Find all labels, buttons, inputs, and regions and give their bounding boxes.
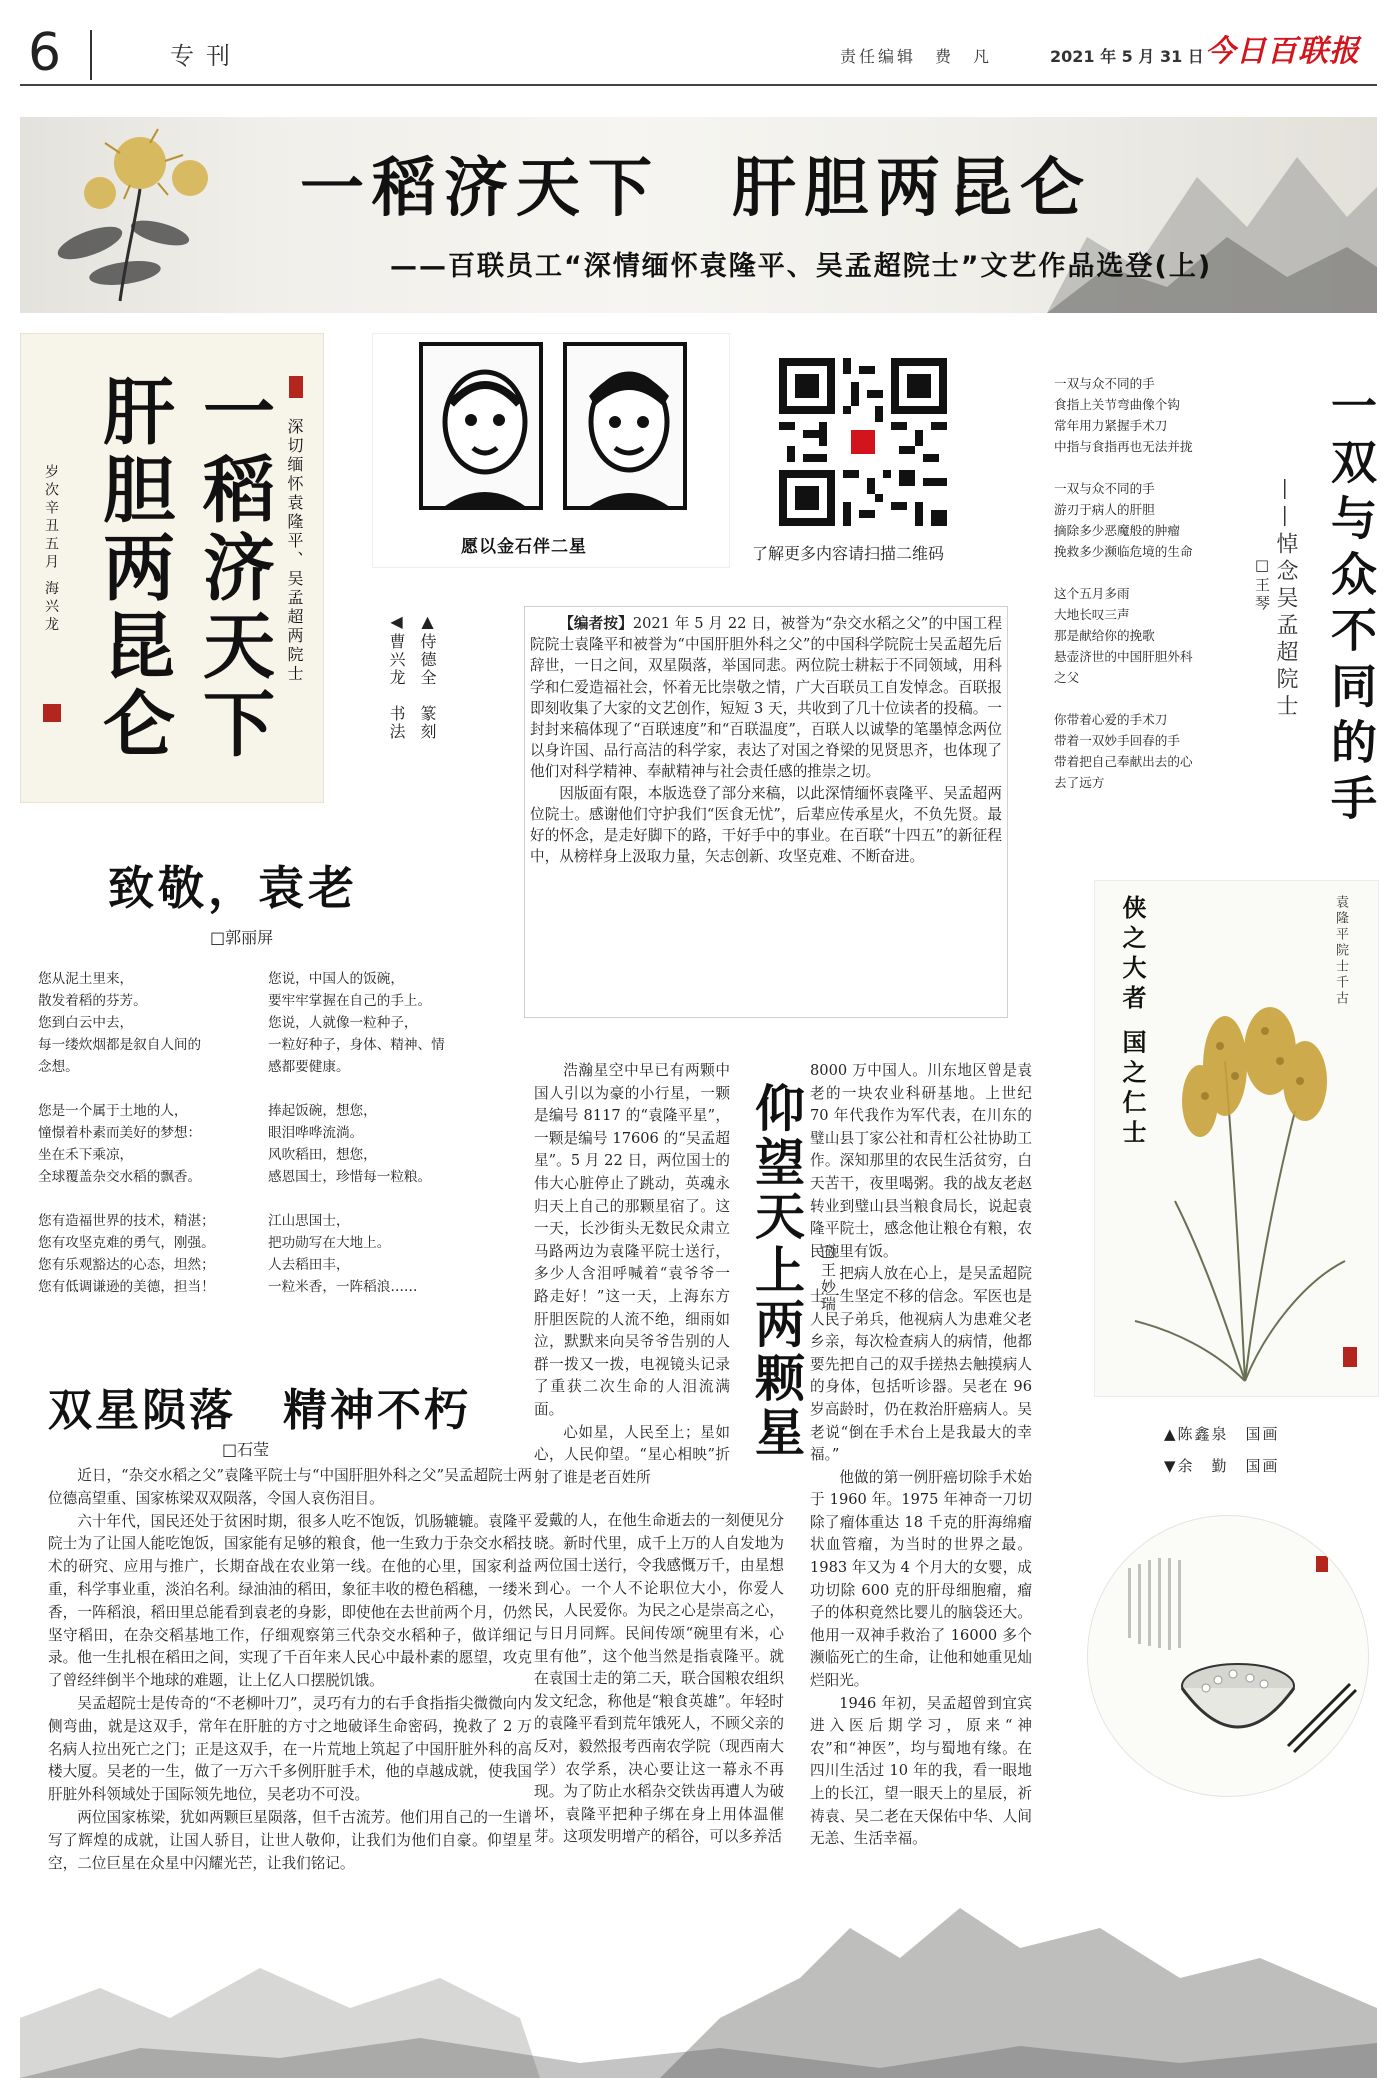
- tribute-author: □郭丽屏: [210, 928, 274, 947]
- calligraphy-right-column: 一稻济天下: [191, 374, 276, 764]
- painting-caption: ▼余 勤 国画: [1164, 1457, 1280, 1475]
- poem-stanza: [1054, 478, 1254, 562]
- poem-line: 全球覆盖杂交水稻的飘香。: [38, 1169, 202, 1185]
- issue-date: 2021 年 5 月 31 日: [1050, 47, 1204, 66]
- poem-line: 挽救多少濒临危境的生命: [1054, 544, 1193, 559]
- article-paragraph: 六十年代，国民还处于贫困时期，很多人吃不饱饭，饥肠辘辘。袁隆平院士为了让国人能吃饱饭，国家能有足够的粮食，他一生致力于杂交水稻技术的研究、应用与推广，长期奋战在农业第一线。在他的心里，国家利益重，科学事业重，淡泊名利。绿油油的稻田，象征丰收的橙色稻穗，一缕米香，一阵稻浪，稻田里总能看到袁老的身影，即使他在去世前两个月，仍然坚守稻田，在杂交稻基地工作，仔细观察第三代杂交水稻种子，做详细记录。他一生扎根在稻田之间，实现了千百年来人民心中最朴素的愿望，攻克了曾经绊倒半个地球的难题，让上亿人口摆脱饥饿。: [48, 1512, 532, 1690]
- article-title: 双星陨落 精神不朽: [48, 1385, 471, 1436]
- poem-stanza: [38, 1100, 264, 1188]
- tribute-right-column: [268, 968, 518, 1320]
- poem-line: 您到白云中去，: [38, 1015, 134, 1031]
- editor-note-paragraph: 2021 年 5 月 22 日，被誉为“杂交水稻之父”的中国工程院院士袁隆平和被誉为“中国肝胆外科之父”的中国科学院院士吴孟超先后辞世，一日之间，双星陨落，举国同悲。两位院士耕耘于不同领域，用科学和仁爱造福社会，怀着无比崇敬之情，广大百联员工自发悼念。百联报即刻收集了大家的文艺创作，短短 3 天，共收到了几十位读者的投稿。一封封来稿体现了“百联速度”和“百联温度”，百联人以诚挚的笔墨悼念两位以身许国、品行高洁的科学家，表达了对国之脊梁的见贤思齐，也体现了他们对科学精神、奉献精神与社会责任感的推崇之切。: [530, 615, 1002, 781]
- poem-subtitle: ——悼念吴孟超院士: [1273, 478, 1298, 721]
- red-seal: [1343, 1347, 1357, 1367]
- poem-line: 感恩国士，珍惜每一粒粮。: [268, 1169, 432, 1185]
- poem-line: 每一缕炊烟都是叙自人间的: [38, 1037, 202, 1053]
- article-paragraph: 两位国家栋梁，犹如两颗巨星陨落，但千古流芳。他们用自己的一生谱写了辉煌的成就，让国人骄目，让世人敬仰，让我们为他们自豪。仰望星空，二位巨星在众星中闪耀光芒，让我们铭记。: [48, 1808, 532, 1872]
- article-paragraph: 1946 年初，吴孟超曾到宜宾进入医后期学习，原来“神农”和“神医”，均与蜀地有缘。在四川生活过 10 年的我，看一眼地上的长江，望一眼天上的星辰，祈祷袁、吴二老在天保佑中华、人间无恙、生活幸福。: [810, 1694, 1032, 1848]
- poem-line: 一双与众不同的手: [1054, 481, 1155, 496]
- poem-author: □王琴: [1253, 556, 1271, 613]
- poem-line: 要牢牢掌握在自己的手上。: [268, 993, 432, 1009]
- poem-line: 风吹稻田，想您，: [268, 1147, 377, 1163]
- article-paragraph: 浩瀚星空中早已有两颗中国人引以为豪的小行星，一颗是编号 8117 的“袁隆平星”，一颗是编号 17606 的“吴孟超星”。5 月 22 日，两位国士的伟大心脏停止了跳动，英魂永归天上自己的那颗星宿了。这一天，长沙街头无数民众肃立马路两边为袁隆平院士送行，多少人含泪呼喊着“袁爷爷一路走好！”这一天，上海东方肝胆医院的人流不绝，细雨如泣，默默来向吴爷爷告别的人群一拨又一拨，电视镜头记录了重获二次生命的人泪流满面。: [534, 1062, 730, 1418]
- tribute-title: 致敬，袁老: [108, 861, 358, 915]
- calligraphy-left-column: 肝胆两昆仑: [91, 374, 176, 764]
- article-paragraph: 爱戴的人，在他生命逝去的一刻便见分晓。新时代里，成千上万的人自发地为两位国士送行，令我感慨万千，由星想到心。一个人不论职位大小，你爱人民，人民爱你。为民之心是崇高之心，与日月同辉。民间传颂“碗里有米，心里有他”，这个他当然是指袁隆平。就在袁国士走的第二天，联合国粮农组织发文纪念，称他是“粮食英雄”。年轻时的袁隆平看到荒年饿死人，不顾父亲的反对，毅然报考西南农学院（现西南大学）农学系，决心要让这一幕永不再现。为了防止水稻杂交铁齿再遭人为破坏，袁隆平把种子绑在身上用体温催芽。这项发明增产的稻谷，可以多养活: [534, 1512, 784, 1846]
- qr-caption: 了解更多内容请扫描二维码: [752, 544, 945, 563]
- poem-line: 这个五月多雨: [1054, 586, 1130, 601]
- banner-subtitle: ——百联员工“深情缅怀袁隆平、吴孟超院士”文艺作品选登(上): [390, 251, 1213, 282]
- article-paragraph: 把病人放在心上，是吴孟超院士一生坚定不移的信念。军医也是人民子弟兵，他视病人为患难父老乡亲，每次检查病人的病情，他都要先把自己的双手搓热去触摸病人的身体，包括听诊器。吴老在 96 岁高龄时，仍在救治肝癌病人。吴老说“倒在手术台上是我最大的幸福。”: [810, 1265, 1032, 1464]
- article-author: □王妙瑞: [819, 1242, 837, 1313]
- poem-line: 去了远方: [1054, 775, 1105, 790]
- article-column: [810, 1060, 1032, 1851]
- header-rule: [20, 84, 1377, 86]
- article-paragraph: 吴孟超院士是传奇的“不老柳叶刀”，灵巧有力的右手食指指尖微微向内侧弯曲，就是这双手，常年在肝脏的方寸之地破译生命密码，挽救了 2 万名病人拉出死亡之门；正是这双手，在一片荒地上筑起了中国肝脏外科的高楼大厦。吴老的一生，做了一万六千多例肝脏手术，他的卓越成就，使我国肝脏外科领域处于国际领先地位，吴老功不可没。: [48, 1694, 532, 1804]
- credit-seal-carving: ▲侍德全 篆刻: [418, 612, 437, 741]
- poem-stanza: [38, 1210, 264, 1298]
- article-column: [534, 1510, 784, 1849]
- portrait-seal-yuan: [419, 342, 543, 510]
- calligraphy-signature: 岁次辛丑五月 海兴龙: [43, 464, 59, 635]
- poem-line: 游刃于病人的肝胆: [1054, 502, 1155, 517]
- calligraphy-inscription: 深切缅怀袁隆平、吴孟超两院士: [285, 418, 304, 684]
- poem-line: 一粒好种子，身体、精神、情: [268, 1037, 445, 1053]
- poem-line: 您有攻坚克难的勇气，刚强。: [38, 1235, 215, 1251]
- red-seal: [43, 704, 61, 722]
- poem-line: 您是一个属于土地的人，: [38, 1103, 188, 1119]
- poem-line: 您有低调谦逊的美德，担当！: [38, 1279, 215, 1295]
- poem-line: 一粒米香，一阵稻浪……: [268, 1279, 418, 1295]
- tribute-left-column: [38, 968, 264, 1320]
- poem-line: 中指与食指再也无法并拢: [1054, 439, 1193, 454]
- poem-line: 念想。: [38, 1059, 79, 1075]
- article-body: [48, 1465, 532, 1875]
- red-seal: [289, 376, 303, 398]
- poem-line: 坐在禾下乘凉，: [38, 1147, 134, 1163]
- poem-line: 带着把自己奉献出去的心: [1054, 754, 1193, 769]
- poem-line: 散发着稻的芬芳。: [38, 993, 147, 1009]
- poem-stanza: [1054, 583, 1254, 688]
- mountain-painting: [1047, 117, 1377, 313]
- poem-line: 您从泥土里来，: [38, 971, 134, 987]
- poem-line: 您有造福世界的技术，精湛；: [38, 1213, 215, 1229]
- poem-line: 之父: [1054, 670, 1080, 685]
- poem-stanza: [38, 968, 264, 1078]
- poem-line: 眼泪哗哗流淌。: [268, 1125, 364, 1141]
- poem-line: 带着一双妙手回春的手: [1054, 733, 1180, 748]
- poem-line: 摘除多少恶魔般的肿瘤: [1054, 523, 1180, 538]
- feature-banner: [20, 117, 1377, 313]
- poem-stanza: [268, 968, 518, 1078]
- poem-stanza: [268, 1100, 518, 1188]
- painting-inscription: 侠之大者 国之仁士: [1118, 895, 1147, 1150]
- poem-body: [1054, 373, 1254, 814]
- article-column: [534, 1060, 730, 1489]
- poem-title: 一双与众不同的手: [1324, 382, 1378, 830]
- poem-line: 您有乐观豁达的心态，坦然；: [38, 1257, 215, 1273]
- poem-line: 常年用力紧握手术刀: [1054, 418, 1168, 433]
- editor-note-paragraph: 因版面有限，本版选登了部分来稿，以此深情缅怀袁隆平、吴孟超两位院士。感谢他们守护我们“医食无忧”，后辈应传承星火，不负先贤。最好的怀念，是走好脚下的路，干好手中的事业。在百联“十四五”的新征程中，从榜样身上汲取力量，矢志创新、攻坚克难、不断奋进。: [530, 784, 1002, 866]
- editor-note-tag: 【编者按】: [559, 615, 633, 632]
- article-paragraph: 心如星，人民至上；星如心，人民仰望。“星心相映”折射了谁是老百姓所: [534, 1423, 730, 1486]
- section-name: 专刊: [170, 42, 242, 70]
- poem-stanza: [268, 1210, 518, 1298]
- poem-line: 江山思国士，: [268, 1213, 350, 1229]
- credit-calligraphy: ◀曹兴龙 书法: [387, 612, 406, 741]
- poem-line: 捧起饭碗，想您，: [268, 1103, 377, 1119]
- poem-line: 那是献给你的挽歌: [1054, 628, 1155, 643]
- poem-line: 食指上关节弯曲像个钩: [1054, 397, 1180, 412]
- painting-side-inscription: 袁隆平院士千古: [1333, 895, 1348, 1007]
- banner-title: 一稻济天下 肝胆两昆仑: [300, 152, 1092, 226]
- poem-line: 一双与众不同的手: [1054, 376, 1155, 391]
- header-divider: [90, 30, 92, 80]
- red-seal: [1316, 1556, 1328, 1572]
- article-paragraph: 近日，“杂交水稻之父”袁隆平院士与“中国肝胆外科之父”吴孟超院士两位德高望重、国家栋梁双双陨落，令国人哀伤泪目。: [48, 1467, 532, 1507]
- qr-code[interactable]: [779, 358, 947, 526]
- poem-line: 您说，人就像一粒种子，: [268, 1015, 418, 1031]
- poem-line: 人去稻田丰，: [268, 1257, 350, 1273]
- article-author: □石莹: [222, 1440, 270, 1459]
- poem-line: 你带着心爱的手术刀: [1054, 712, 1168, 727]
- chrysanthemum-painting: [30, 123, 260, 303]
- editor-note: [530, 613, 1002, 867]
- painting-caption: ▲陈鑫泉 国画: [1164, 1425, 1280, 1443]
- poem-line: 憧憬着朴素而美好的梦想：: [38, 1125, 202, 1141]
- poem-line: 大地长叹三声: [1054, 607, 1130, 622]
- landscape-illustration: [20, 1818, 1377, 2078]
- poem-line: 感都要健康。: [268, 1059, 350, 1075]
- poem-stanza: [1054, 373, 1254, 457]
- rice-bowl-painting: [1087, 1515, 1369, 1797]
- article-paragraph: 他做的第一例肝癌切除手术始于 1960 年。1975 年神奇一刀切除了瘤体重达 18 千克的肝海绵瘤状血管瘤，为当时的世界之最。1983 年又为 4 个月大的女婴，成功切除 600 克的肝母细胞瘤，瘤子的体积竟然比婴儿的脑袋还大。他用一双神手救治了 16000 多个濒临死亡的生命，让他和她重见灿烂阳光。: [810, 1468, 1032, 1690]
- poem-line: 悬壶济世的中国肝胆外科: [1054, 649, 1193, 664]
- portrait-seal-wu: [563, 342, 687, 510]
- article-paragraph: 8000 万中国人。川东地区曾是袁老的一块农业科研基地。上世纪 70 年代我作为军代表，在川东的璧山县丁家公社和青杠公社协助工作。深知那里的农民生活贫穷，白天苦干，夜里喝粥。我的战友老赵转业到璧山县当粮食局长，说起袁隆平院士，感念他让粮仓有粮，农民碗里有饭。: [810, 1062, 1032, 1260]
- poem-stanza: [1054, 709, 1254, 793]
- poem-line: 您说，中国人的饭碗，: [268, 971, 404, 987]
- responsible-editor: 责任编辑 费 凡: [840, 47, 993, 66]
- page-number: 6: [28, 23, 62, 83]
- newspaper-logo: 今日百联报: [1205, 34, 1360, 69]
- poem-line: 把功勋写在大地上。: [268, 1235, 391, 1251]
- seal-carving-caption: 愿以金石伴二星: [461, 537, 587, 557]
- page-header: [20, 22, 1377, 84]
- calligraphy-artwork: [20, 333, 324, 803]
- seal-carving-artwork: [372, 333, 730, 568]
- rice-painting: [1094, 880, 1379, 1397]
- article-title: 仰望天上两颗星: [747, 1082, 805, 1460]
